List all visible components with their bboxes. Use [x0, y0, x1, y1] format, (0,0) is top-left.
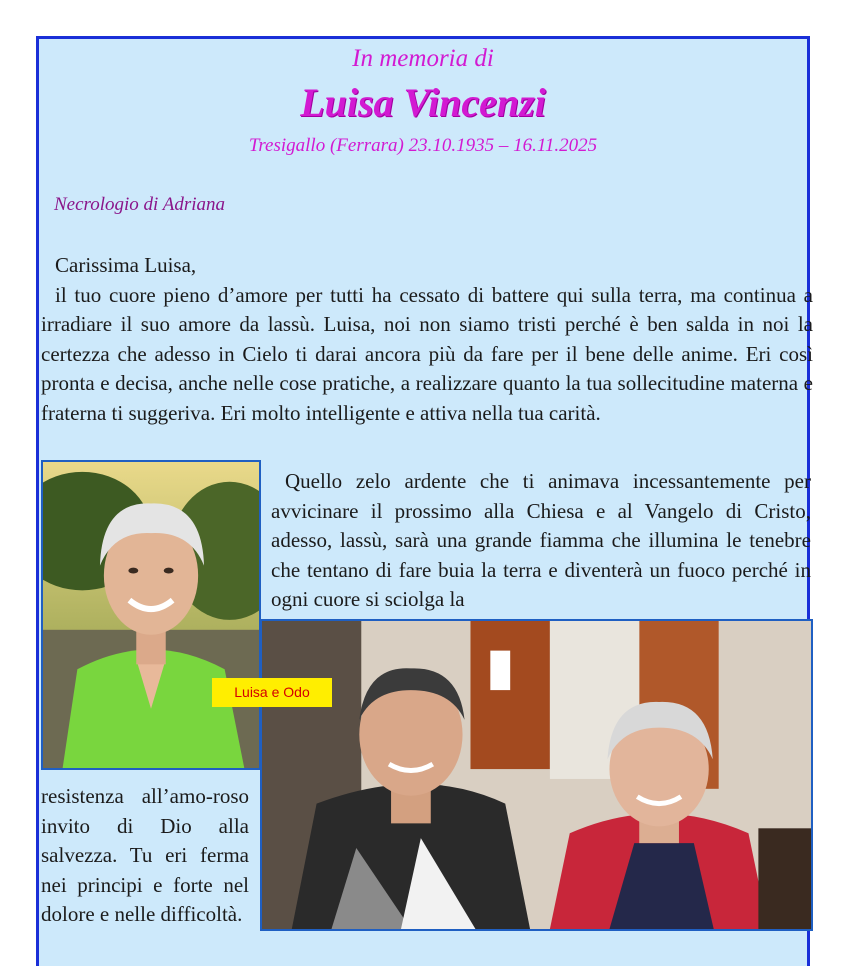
- obituary-paragraph-2: Quello zelo ardente che ti animava incessantemente per avvicinare il prossimo alla Chiesa e al Vangelo di Cristo, adesso, lassù, sarà una grande fiamma che illumina le tenebre che tentano di fare buia la terra e diventerà un fuoco perché in ogni cuore si sciolga la: [271, 469, 811, 611]
- obituary-paragraph-3: resistenza all’amo-roso invito di Dio alla salvezza. Tu eri ferma nei principi e forte nel dolore e nelle difficoltà.: [41, 784, 249, 926]
- portrait-photo-luisa: [41, 460, 261, 770]
- couple-illustration: [262, 621, 811, 929]
- greeting: Carissima Luisa,: [55, 253, 197, 277]
- birth-death-dates: Tresigallo (Ferrara) 23.10.1935 – 16.11.2025: [248, 135, 598, 156]
- couple-photo: [260, 619, 813, 931]
- obituary-paragraph-1: [41, 251, 813, 428]
- paragraph-1-text: il tuo cuore pieno d’amore per tutti ha cessato di battere qui sulla terra, ma continua a irradiare il suo amore da lassù. Luisa, noi non siamo tristi perché è ben salda in noi la certezza che adesso in Cielo ti darai ancora più da fare per il bene delle anime. Eri così pronta e decisa, anche nelle cose pratiche, a realizzare quanto la tua sollecitudine materna e fraterna ti suggeriva. Eri molto intelligente e attiva nella tua carità.: [41, 282, 813, 425]
- portrait-illustration: [43, 462, 259, 768]
- memorial-pre-title: In memoria di: [352, 45, 494, 72]
- memorial-card: [36, 36, 813, 966]
- obituary-author: Necrologio di Adriana: [54, 194, 225, 215]
- deceased-name: Luisa Vincenzi: [300, 80, 546, 125]
- photo-caption: Luisa e Odo: [212, 678, 332, 707]
